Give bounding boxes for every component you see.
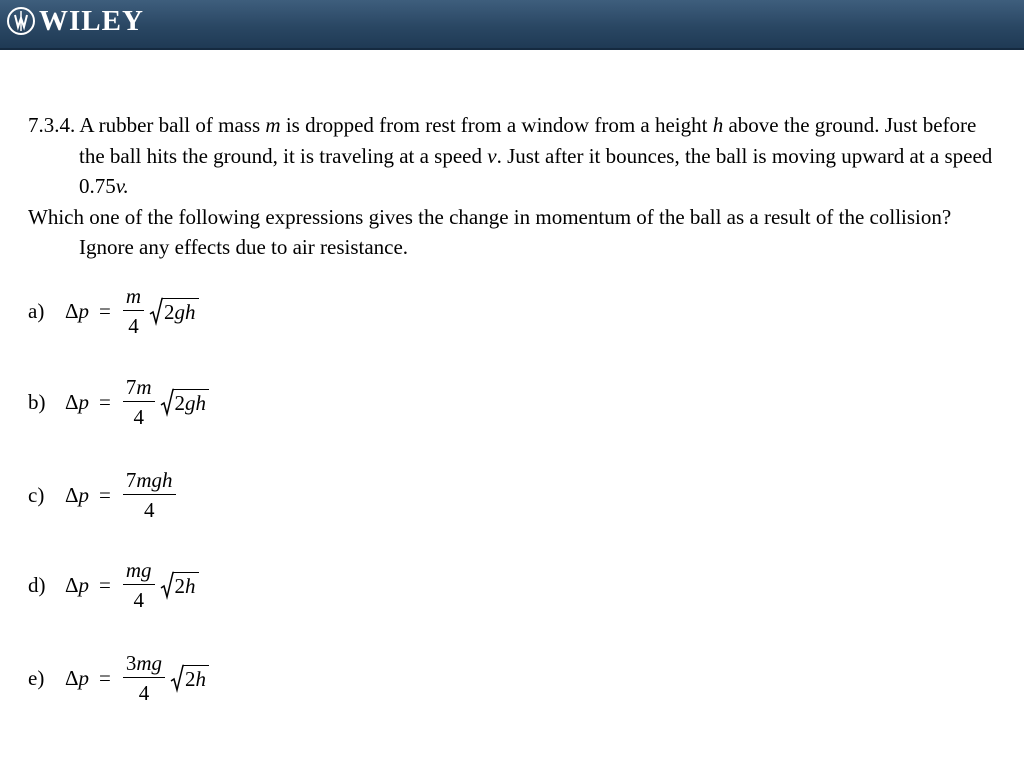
- equals-sign: =: [99, 298, 111, 323]
- numerator-variables: mg: [125, 558, 152, 582]
- equals-sign: =: [99, 482, 111, 507]
- radicand: [163, 298, 199, 326]
- numerator-coefficient: 7: [125, 468, 137, 492]
- radicand: [174, 572, 199, 600]
- momentum-variable: p: [78, 572, 90, 597]
- wiley-logo: [6, 5, 144, 37]
- question-paragraph: 7.3.4. A rubber ball of mass m is dropped from rest from a window from a height h above the ground. Just before the ball hits the ground, it is traveling at a speed v. Just after it bounces, the ball is moving upward at a speed 0.75v.: [28, 113, 993, 198]
- delta-symbol: Δ: [65, 389, 79, 414]
- question-number: 7.3.4.: [28, 113, 76, 137]
- square-root: [160, 387, 210, 417]
- radical-sign-icon: [160, 570, 174, 600]
- fraction-numerator: [123, 557, 155, 585]
- option-expression: [65, 467, 178, 523]
- delta-symbol: Δ: [65, 482, 79, 507]
- delta-symbol: Δ: [65, 298, 79, 323]
- numerator-variables: m: [125, 284, 142, 308]
- question-prompt: Which one of the following expressions gives the change in momentum of the ball as a result of the collision? Ignore any effects due to air resistance.: [28, 204, 952, 259]
- numerator-variables: mgh: [136, 468, 173, 492]
- radicand-variables: h: [185, 574, 196, 598]
- fraction-numerator: [123, 467, 176, 495]
- fraction-denominator: 4: [133, 405, 144, 429]
- delta-symbol: Δ: [65, 665, 79, 690]
- question-block: [28, 110, 998, 263]
- momentum-variable: p: [78, 482, 90, 507]
- radical-sign-icon: [170, 663, 184, 693]
- answer-option-a[interactable]: [28, 276, 199, 346]
- fraction-numerator: [123, 374, 155, 402]
- option-label: c): [28, 482, 45, 507]
- square-root: [160, 570, 199, 600]
- fraction-denominator: 4: [133, 588, 144, 612]
- numerator-coefficient: 7: [125, 375, 137, 399]
- equals-sign: =: [99, 389, 111, 414]
- numerator-coefficient: 3: [125, 651, 137, 675]
- fraction-numerator: [123, 650, 165, 678]
- momentum-variable: p: [78, 298, 90, 323]
- option-label: d): [28, 572, 46, 597]
- option-label: e): [28, 665, 45, 690]
- fraction: [123, 650, 165, 706]
- fraction-denominator: 4: [138, 681, 150, 705]
- numerator-variables: m: [136, 375, 152, 399]
- option-expression: [65, 374, 209, 430]
- delta-symbol: Δ: [65, 572, 79, 597]
- radicand-variables: h: [195, 667, 207, 691]
- radical-sign-icon: [160, 387, 174, 417]
- momentum-variable: p: [78, 389, 90, 414]
- momentum-variable: p: [78, 665, 90, 690]
- square-root: [170, 663, 209, 693]
- radicand-coefficient: 2: [185, 667, 196, 691]
- radical-sign-icon: [149, 296, 163, 326]
- answer-option-e[interactable]: [28, 643, 209, 713]
- brand-name: WILEY: [39, 5, 144, 37]
- radicand: [174, 389, 210, 417]
- radicand-coefficient: 2: [174, 391, 186, 415]
- answer-option-c[interactable]: [28, 460, 178, 530]
- square-root: [149, 296, 199, 326]
- fraction: [123, 283, 144, 339]
- equals-sign: =: [99, 665, 111, 690]
- fraction: [123, 374, 155, 430]
- fraction: [123, 557, 155, 613]
- fraction-denominator: 4: [128, 314, 139, 338]
- answer-option-b[interactable]: [28, 367, 209, 437]
- fraction: [123, 467, 176, 523]
- radicand-variables: gh: [185, 391, 207, 415]
- option-expression: [65, 557, 199, 613]
- header-bar: [0, 0, 1024, 50]
- option-expression: [65, 283, 199, 339]
- radicand-variables: gh: [174, 300, 196, 324]
- radicand-coefficient: 2: [174, 574, 186, 598]
- wiley-shield-logo-icon: [6, 6, 36, 36]
- fraction-numerator: [123, 283, 144, 311]
- numerator-variables: mg: [136, 651, 163, 675]
- option-label: b): [28, 389, 46, 414]
- answer-option-d[interactable]: [28, 550, 199, 620]
- equals-sign: =: [99, 572, 111, 597]
- option-label: a): [28, 298, 45, 323]
- fraction-denominator: 4: [143, 498, 155, 522]
- radicand: [184, 665, 209, 693]
- radicand-coefficient: 2: [164, 300, 175, 324]
- option-expression: [65, 650, 209, 706]
